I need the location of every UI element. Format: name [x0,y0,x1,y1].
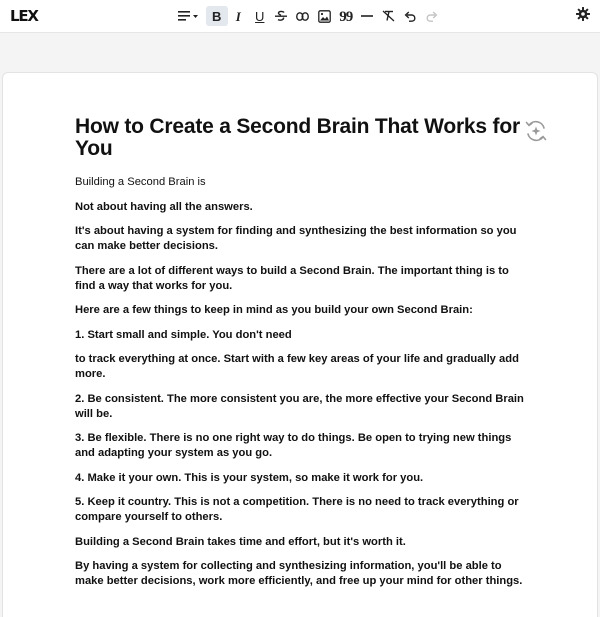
align-left-icon [178,10,200,22]
paragraph[interactable]: Not about having all the answers. [75,200,253,213]
editor-toolbar [0,0,600,33]
paragraph[interactable]: Building a Second Brain is [75,176,206,188]
link-icon [296,12,309,21]
link-button[interactable] [292,6,314,26]
gear-icon [576,7,590,26]
paragraph[interactable]: 4. Make it your own. This is your system, so make it work for you. [75,471,424,484]
redo-icon [426,11,438,22]
image-icon [318,10,331,23]
image-button[interactable] [314,6,336,26]
horizontal-rule-icon [361,14,373,18]
paragraph-style-dropdown[interactable] [172,6,206,26]
paragraph[interactable]: It's about having a system for finding and synthesizing the best information so you can make better decisions. [75,225,517,252]
formatting-tools [172,6,443,26]
underline-button[interactable]: U [255,8,265,24]
undo-icon [404,11,416,22]
paragraph[interactable]: There are a lot of different ways to build a Second Brain. The important thing is to find a way that works for you. [75,264,509,292]
document-content[interactable] [75,116,529,599]
paragraph[interactable]: 5. Keep it country. This is not a competition. There is no need to track everything or compare yourself to others. [75,496,519,523]
paragraph[interactable]: By having a system for collecting and synthesizing information, you'll be able to make better decisions, work more efficiently, and free up your mind for other things. [75,560,523,587]
bold-button[interactable]: B [206,6,228,26]
paragraph[interactable]: to track everything at once. Start with a few key areas of your life and gradually add more. [75,353,519,380]
document-body[interactable] [75,175,529,589]
app-logo[interactable]: LEX [10,7,38,25]
paragraph[interactable]: 2. Be consistent. The more consistent you are, the more effective your Second Brain will be. [75,392,524,420]
paragraph[interactable]: 1. Start small and simple. You don't need [75,328,292,341]
strikethrough-icon [275,10,287,22]
redo-button[interactable] [421,6,443,26]
quote-button[interactable]: 99 [339,9,353,25]
settings-button[interactable] [574,8,591,25]
document-title[interactable]: How to Create a Second Brain That Works for You [75,115,520,160]
document-page [2,72,598,617]
paragraph[interactable]: Here are a few things to keep in mind as you build your own Second Brain: [75,304,473,316]
strikethrough-button[interactable] [271,6,293,26]
undo-button[interactable] [400,6,422,26]
italic-button[interactable]: I [235,8,241,24]
ai-sparkle-refresh-icon[interactable] [524,119,548,143]
clear-format-icon [382,10,395,22]
clear-format-button[interactable] [378,6,400,26]
divider-button[interactable] [357,6,379,26]
paragraph[interactable]: Building a Second Brain takes time and effort, but it's worth it. [75,535,406,548]
paragraph[interactable]: 3. Be flexible. There is no one right way to do things. Be open to trying new things and adapting your system as you go. [75,432,512,459]
